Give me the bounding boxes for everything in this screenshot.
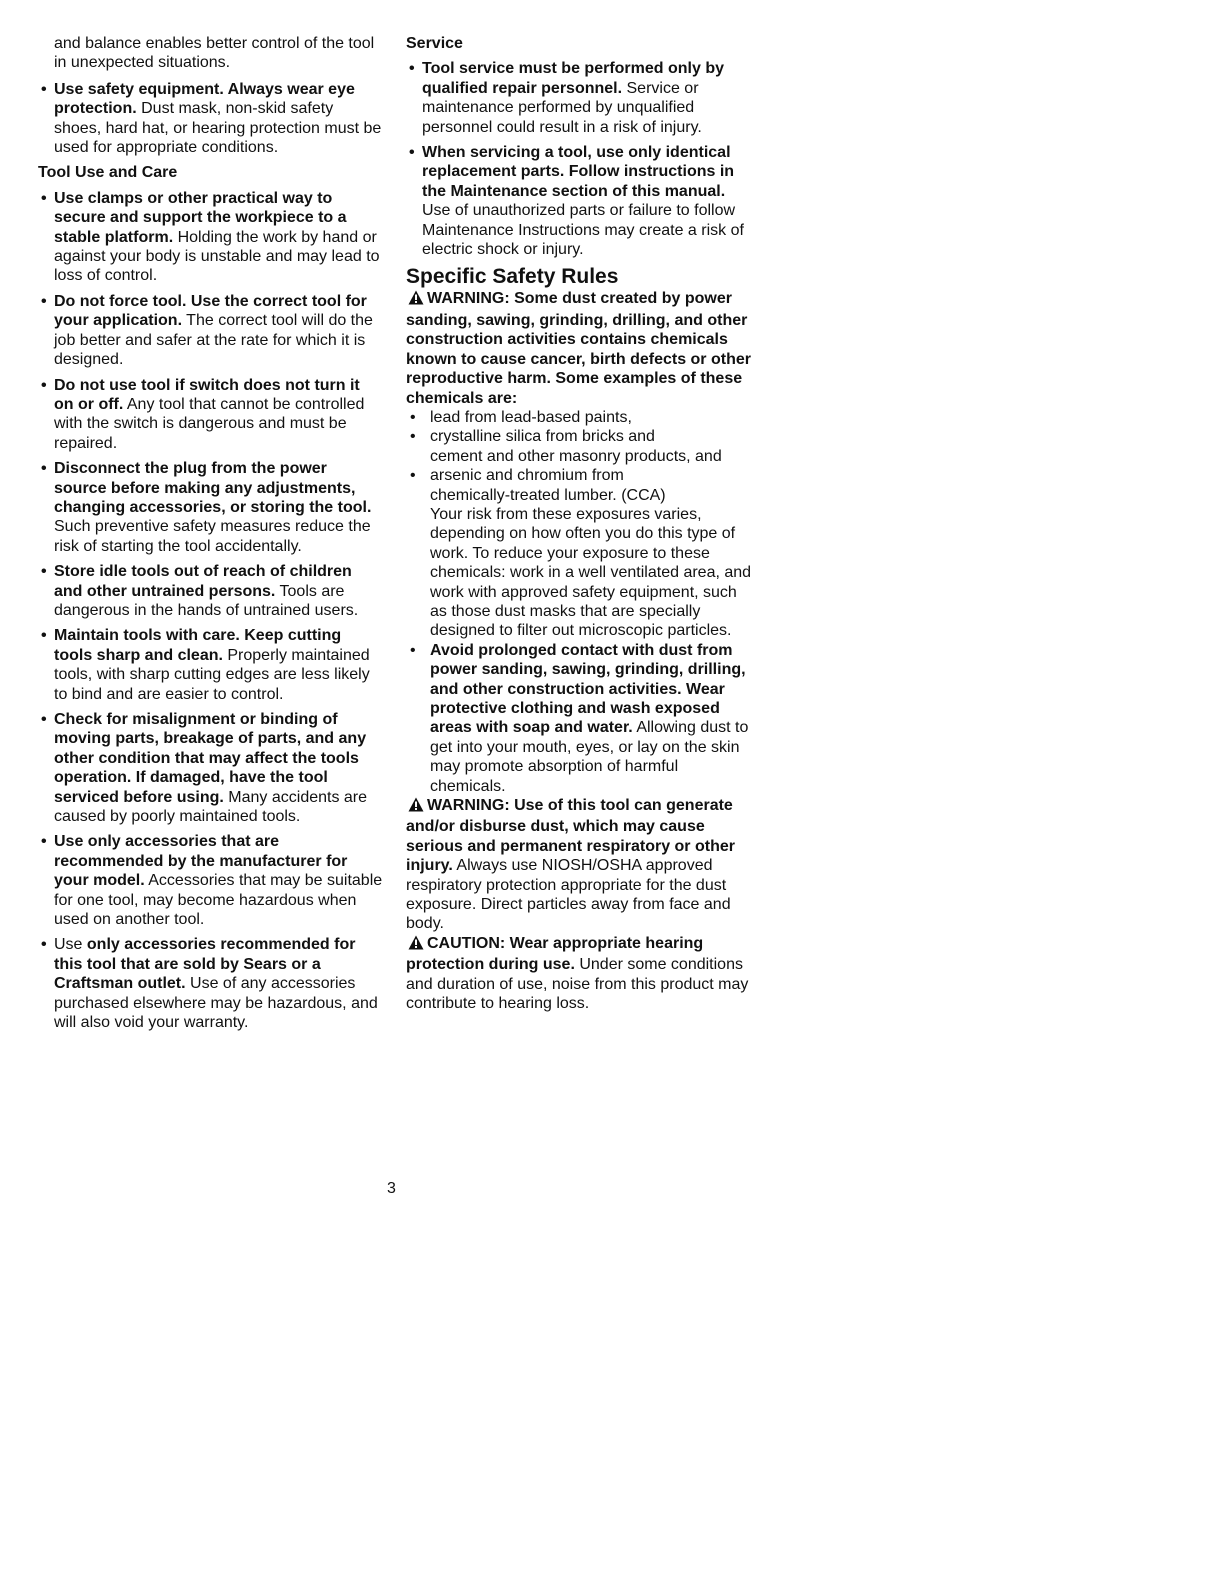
item-text: Such preventive safety measures reduce the risk of starting the tool accidentally. — [54, 518, 371, 555]
item-text: Use of any accessories purchased elsewhere may be hazardous, and will also void your warranty. — [54, 975, 378, 1032]
chemical-continuation: chemically-treated lumber. (CCA) — [430, 486, 666, 504]
warning-text: Always use NIOSH/OSHA approved respiratory protection appropriate for the dust exposure. Direct particles away from face and body. — [406, 857, 731, 933]
warning-triangle-icon — [408, 290, 424, 310]
item-lead: Use — [54, 936, 87, 954]
item-bold: Avoid prolonged contact with dust from power sanding, sawing, grinding, drilling, and other construction activities. Wear protective clothing and wash exposed areas with soap and water. — [430, 641, 746, 737]
item-bold: only accessories recommended for this tool that are sold by Sears or a Craftsman outlet. — [54, 936, 356, 993]
warning-triangle-icon — [408, 797, 424, 817]
bullet: • — [41, 627, 47, 645]
item-text: Properly maintained tools, with sharp cutting edges are less likely to bind and are easier to control. — [54, 646, 370, 703]
page-number: 3 — [387, 1180, 396, 1197]
safety-equipment-item — [38, 80, 383, 158]
item-text: Use of unauthorized parts or failure to follow Maintenance Instructions may create a risk of electric shock or injury. — [422, 202, 744, 259]
item-bold: Do not force tool. Use the correct tool for your application. — [54, 292, 367, 330]
dust-warning — [406, 289, 758, 407]
respiratory-warning — [406, 796, 758, 934]
list-item — [38, 832, 383, 929]
avoid-dust-item — [406, 641, 758, 796]
bullet: • — [41, 711, 47, 728]
chemical-item — [406, 408, 758, 427]
bullet: • — [41, 376, 47, 394]
item-text: Holding the work by hand or against your body is unstable and may lead to loss of control. — [54, 228, 380, 285]
bullet: • — [410, 408, 416, 426]
service-heading: Service — [406, 35, 463, 52]
chemical-text: crystalline silica from bricks and — [430, 428, 655, 446]
warning-bold: WARNING: Use of this tool can generate and/or disburse dust, which may cause serious and permanent respiratory or other injury. — [406, 797, 735, 875]
bullet: • — [41, 292, 47, 310]
list-item — [38, 292, 383, 370]
caution-text: Under some conditions and duration of use, noise from this product may contribute to hearing loss. — [406, 956, 749, 1013]
bullet: • — [41, 80, 47, 98]
chemical-item — [406, 427, 758, 446]
bullet: • — [410, 641, 416, 659]
list-item — [38, 189, 383, 286]
item-text: Allowing dust to get into your mouth, eyes, or lay on the skin may promote absorption of harmful chemicals. — [430, 719, 749, 795]
hearing-caution — [406, 934, 758, 1014]
right-column — [406, 34, 758, 1014]
intro-paragraph: and balance enables better control of the tool in unexpected situations. — [54, 35, 375, 72]
caution-bold: CAUTION: Wear appropriate hearing protection during use. — [406, 934, 704, 974]
item-text: Dust mask, non-skid safety shoes, hard hat, or hearing protection must be used for appropriate conditions. — [54, 100, 382, 157]
item-bold: Do not use tool if switch does not turn it on or off. — [54, 376, 360, 413]
list-item — [38, 710, 383, 826]
chemical-text: lead from lead-based paints, — [430, 408, 632, 426]
item-bold: When servicing a tool, use only identical replacement parts. Follow instructions in the Maintenance section of this manual. — [422, 144, 735, 200]
warning-text: WARNING: Some dust created by power sanding, sawing, grinding, drilling, and other construction activities contains chemicals known to cause cancer, birth defects or other reproductive harm. Some examples of these chemicals are: — [406, 290, 751, 407]
chemical-text: arsenic and chromium from — [430, 467, 624, 485]
item-bold: Use safety equipment. Always wear eye protection. — [54, 80, 355, 118]
item-text: Accessories that may be suitable for one tool, may become hazardous when used on another tool. — [54, 872, 383, 929]
item-bold: Use only accessories that are recommended by the manufacturer for your model. — [54, 833, 348, 890]
item-bold: Disconnect the plug from the power source before making any adjustments, changing accessories, or storing the tool. — [54, 460, 372, 516]
bullet: • — [41, 460, 47, 478]
list-item — [406, 143, 758, 259]
bullet: • — [409, 60, 415, 78]
bullet: • — [41, 563, 47, 581]
bullet: • — [41, 189, 47, 207]
left-column — [38, 34, 383, 1039]
specific-safety-heading: Specific Safety Rules — [406, 265, 619, 289]
item-text: Tools are dangerous in the hands of untrained users. — [54, 582, 359, 619]
list-item — [406, 59, 758, 137]
item-text: Any tool that cannot be controlled with the switch is dangerous and must be repaired. — [54, 395, 365, 452]
bullet: • — [410, 428, 416, 446]
bullet: • — [410, 467, 416, 485]
risk-paragraph: Your risk from these exposures varies, depending on how often you do this type of work. To reduce your exposure to these chemicals: work in a well ventilated area, and work with approved safety equipment, such as those dust masks that are specially designed to filter out microscopic particles. — [430, 505, 752, 640]
list-item — [38, 459, 383, 556]
list-item — [38, 626, 383, 704]
item-bold: Tool service must be performed only by qualified repair personnel. — [422, 60, 724, 97]
bullet: • — [41, 936, 47, 954]
item-bold: Check for misalignment or binding of moving parts, breakage of parts, and any other condition that may affect the tools operation. If damaged, have the tool serviced before using. — [54, 711, 367, 806]
warning-triangle-icon — [408, 935, 424, 955]
bullet: • — [409, 144, 415, 162]
bullet: • — [41, 833, 47, 851]
list-item — [38, 935, 383, 1032]
tool-use-heading: Tool Use and Care — [38, 164, 178, 182]
item-text: The correct tool will do the job better and safer at the rate for which it is designed. — [54, 312, 373, 369]
item-bold: Use clamps or other practical way to secure and support the workpiece to a stable platform. — [54, 189, 347, 246]
item-text: Service or maintenance performed by unqualified personnel could result in a risk of injury. — [422, 79, 702, 136]
chemical-continuation: cement and other masonry products, and — [430, 447, 722, 465]
item-bold: Store idle tools out of reach of children and other untrained persons. — [54, 563, 352, 600]
list-item — [38, 562, 383, 620]
item-text: Many accidents are caused by poorly maintained tools. — [54, 788, 368, 826]
list-item — [38, 376, 383, 454]
chemical-item — [406, 466, 758, 485]
item-bold: Maintain tools with care. Keep cutting tools sharp and clean. — [54, 627, 342, 664]
